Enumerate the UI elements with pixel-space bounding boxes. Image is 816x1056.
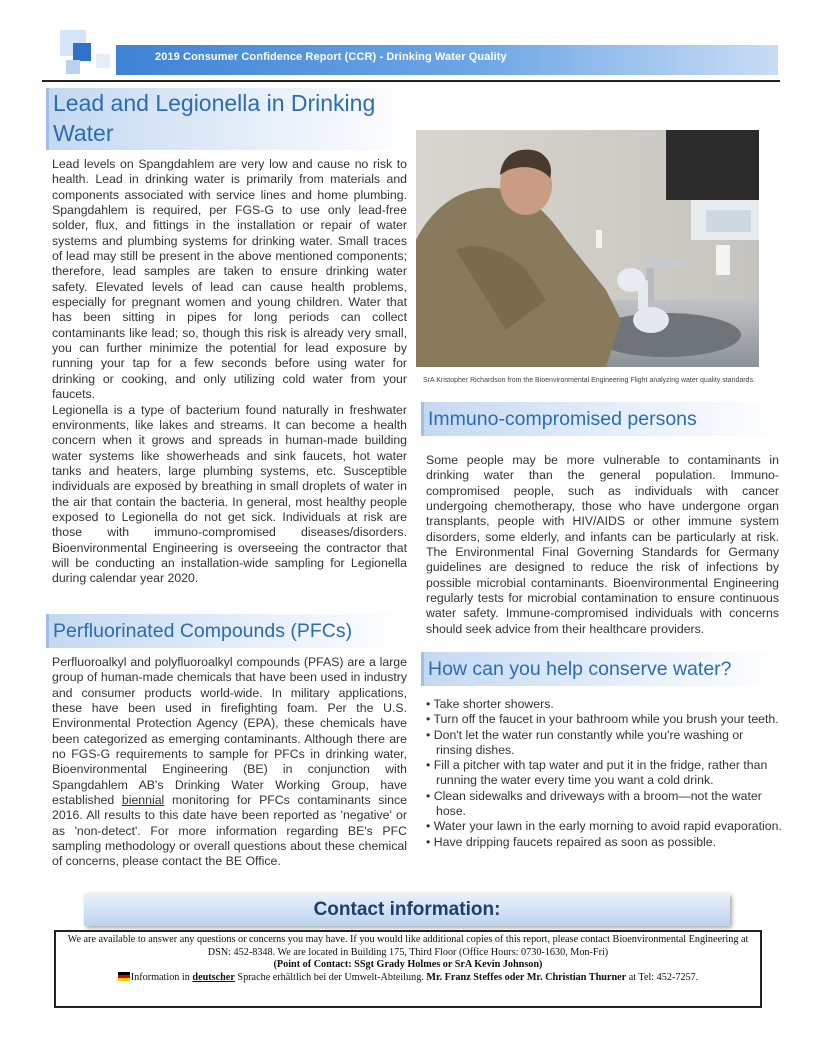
contact-line-1: We are available to answer any questions or concerns you may have. If you would like additional copies of this report, please contact Bioenvironmental Engineering at DSN: 452-8348. We are located in Building 175, Third Floor (Office Hours: 0730-1630, Mon-Fri) — [67, 934, 749, 958]
pfc-text-underlined: biennial — [121, 793, 165, 808]
contact-line-2: (Point of Contact: SSgt Grady Holmes or SrA Kevin Johnson) — [273, 959, 543, 971]
contact-line-3b: deutscher — [192, 971, 235, 983]
list-item-text: Fill a pitcher with tap water and put it in the fridge, rather than running the water every time you want a cold drink. — [433, 758, 768, 788]
contact-line-3e: at Tel: 452-7257. — [626, 971, 699, 983]
pfc-heading: Perfluorinated Compounds (PFCs) — [46, 614, 408, 648]
list-item-text: Clean sidewalks and driveways with a broom—not the water hose. — [433, 788, 762, 819]
immuno-heading: Immuno-compromised persons — [421, 402, 779, 436]
legionella-paragraph: Legionella is a type of bacterium found naturally in freshwater environments, like lakes and streams. It can become a health concern when it grows and spreads in human-made building water systems like showerheads and sink faucets, hot water tanks and heaters, large plumbing systems, etc. Susceptible individuals are exposed by breathing in small droplets of water in the air that contain the bacteria. In general, most healthy people exposed to Legionella do not get sick. Individuals at risk are those with immuno-compromised diseases/disorders. Bioenvironmental Engineering is overseeing the contractor that will be conducting an installation-wide sampling for Legionella during calendar year 2020. — [52, 402, 407, 586]
list-item: • Take shorter showers. — [426, 697, 554, 711]
pfc-text-b: monitoring for PFCs contaminants since 2016. All results to this date have been reported as 'negative' or as 'non-detect'. For more information regarding BE's PFC sampling methodology or overall questions about these chemical of concerns, please contact the BE Office. — [52, 793, 407, 869]
list-item-text: Don't let the water run constantly while you're washing or rinsing dishes. — [433, 727, 744, 757]
conserve-heading: How can you help conserve water? — [421, 652, 779, 686]
list-item: • Turn off the faucet in your bathroom while you brush your teeth. — [426, 712, 779, 727]
lab-photo — [416, 130, 759, 367]
pfc-body — [52, 655, 407, 870]
report-title: 2019 Consumer Confidence Report (CCR) - Drinking Water Quality — [155, 51, 507, 63]
list-item-text: Turn off the faucet in your bathroom while you brush your teeth. — [433, 712, 779, 727]
pfc-text-a: Perfluoroalkyl and polyfluoroalkyl compounds (PFAS) are a large group of human-made chemicals that have been used in industry and consumer products world-wide. In military applications, these have been used in firefighting foam. Per the U.S. Environmental Protection Agency (EPA), these chemicals have been categorized as emerging contaminants. Although there are no FGS-G requirements to sample for PFCs in drinking water, Bioenvironmental Engineering (BE) in conjunction with Spangdahlem AB's Drinking Water Working Group, have established — [52, 655, 407, 808]
contact-line-3 — [58, 972, 758, 985]
conserve-list — [426, 697, 782, 850]
list-item: • Have dripping faucets repaired as soon as possible. — [426, 834, 717, 849]
contact-text — [58, 934, 758, 984]
contact-line-3c: Sprache erhältlich bei der Umwelt-Abteilung. — [234, 971, 427, 983]
contact-title: Contact information: — [313, 899, 501, 920]
list-item-text: Take shorter showers. — [433, 697, 554, 711]
german-flag-icon — [118, 972, 130, 981]
photo-caption: SrA Kristopher Richardson from the Bioenvironmental Engineering Flight analyzing water quality standards. — [423, 377, 755, 384]
lead-heading: Lead and Legionella in Drinking Water — [46, 88, 416, 150]
list-item-text: Water your lawn in the early morning to avoid rapid evaporation. — [433, 819, 782, 834]
list-item: • Fill a pitcher with tap water and put it in the fridge, rather than running the water every time you want a cold drink. — [426, 758, 768, 788]
contact-line-3d: Mr. Franz Steffes oder Mr. Christian Thurner — [426, 971, 627, 983]
lead-paragraph: Lead levels on Spangdahlem are very low and cause no risk to health. Lead in drinking water is primarily from materials and components associated with service lines and home plumbing. Spangdahlem is required, per FGS-G to use only lead-free solder, flux, and fittings in the installation or repair of water systems and plumbing systems for drinking water. Small traces of lead may still be present in the above mentioned components; therefore, lead samples are taken to ensure drinking water safety. Elevated levels of lead can cause health problems, especially for pregnant women and young children. Water that has been sitting in pipes for long periods can collect contaminants like lead; so, though this risk is already very small, you can further minimize the potential for lead exposure by running your tap for a few seconds before using water for drinking or cooking, and only utilizing cold water from your faucets. — [52, 157, 407, 402]
list-item: • Water your lawn in the early morning to avoid rapid evaporation. — [426, 819, 782, 834]
contact-line-3a: Information in — [130, 971, 193, 983]
list-item: • Clean sidewalks and driveways with a broom—not the water hose. — [426, 788, 762, 819]
immuno-body: Some people may be more vulnerable to contaminants in drinking water than the general population. Immuno-compromised people, such as individuals with cancer undergoing chemotherapy, those who have undergone organ transplants, people with HIV/AIDS or other immune system disorders, some elderly, and infants can be particularly at risk. The Environmental Final Governing Standards for Germany guidelines are designed to reduce the risk of infections by possible microbial contaminants. Bioenvironmental Engineering regularly tests for microbial contamination to ensure continuous water safety. Immune-compromised individuals with concerns should seek advice from their healthcare providers. — [426, 453, 779, 636]
list-item-text: Have dripping faucets repaired as soon as possible. — [433, 834, 717, 849]
header-rule — [42, 80, 780, 82]
lead-body — [52, 157, 407, 587]
list-item: • Don't let the water run constantly while you're washing or rinsing dishes. — [426, 727, 744, 757]
